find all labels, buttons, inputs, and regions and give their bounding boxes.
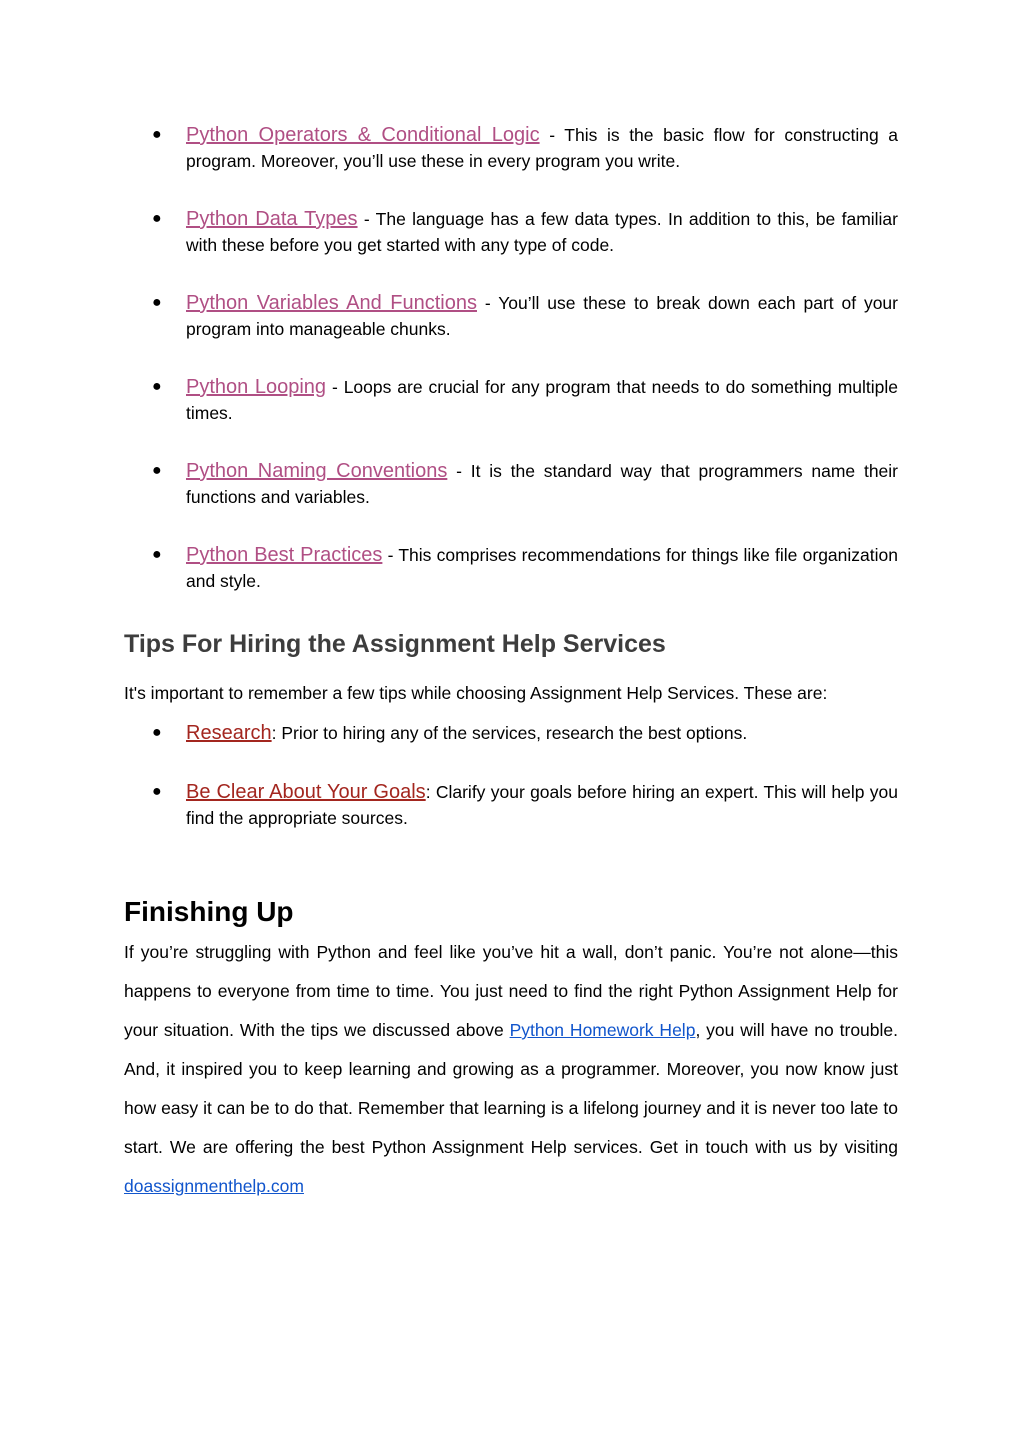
site-link[interactable]: doassignmenthelp.com — [124, 1176, 304, 1196]
list-item — [124, 779, 898, 839]
bullet-icon: ● — [152, 783, 162, 800]
topic-link-best-practices[interactable]: Python Best Practices — [186, 544, 383, 566]
tips-intro: It's important to remember a few tips while choosing Assignment Help Services. These are: — [124, 683, 828, 703]
bullet-icon: ● — [152, 724, 162, 741]
list-item — [124, 720, 898, 779]
list-item — [124, 374, 898, 458]
finishing-paragraph — [124, 933, 898, 1206]
topic-description: - This comprises recommendations for things like file organization and style. — [186, 545, 898, 591]
bullet-icon: ● — [152, 210, 162, 227]
topic-description: - The language has a few data types. In addition to this, be familiar with these before you get started with any type of code. — [186, 209, 898, 255]
topic-description: - Loops are crucial for any program that needs to do something multiple times. — [186, 377, 898, 423]
list-item — [124, 458, 898, 542]
tip-link-research[interactable]: Research — [186, 722, 272, 744]
list-item — [124, 122, 898, 206]
list-item — [124, 206, 898, 290]
list-item — [124, 290, 898, 374]
topic-link-variables-functions[interactable]: Python Variables And Functions — [186, 292, 477, 314]
tips-heading: Tips For Hiring the Assignment Help Services — [124, 630, 666, 658]
finishing-text-part2: , you will have no trouble. And, it inspired you to keep learning and growing as a programmer. Moreover, you now know just how easy it can be to do that. Remember that learning is a lifelong journey and it is never too late to start. We are offering the best Python Assignment Help services. Get in touch with us by visiting — [124, 1020, 898, 1157]
bullet-icon: ● — [152, 378, 162, 395]
tip-description: : Prior to hiring any of the services, research the best options. — [271, 723, 748, 743]
topic-description: - You’ll use these to break down each part of your program into manageable chunks. — [186, 293, 898, 339]
bullet-icon: ● — [152, 546, 162, 563]
topic-list — [124, 122, 898, 602]
topic-link-looping[interactable]: Python Looping — [186, 376, 327, 398]
finishing-heading: Finishing Up — [124, 896, 294, 927]
bullet-icon: ● — [152, 462, 162, 479]
tips-list — [124, 720, 898, 839]
tip-link-clear-goals[interactable]: Be Clear About Your Goals — [186, 781, 426, 803]
finishing-text-part1: If you’re struggling with Python and feel like you’ve hit a wall, don’t panic. You’re not alone—this happens to everyone from time to time. You just need to find the right Python Assignment Help for your situation. With the tips we discussed above — [124, 942, 898, 1040]
bullet-icon: ● — [152, 294, 162, 311]
topic-link-operators[interactable]: Python Operators & Conditional Logic — [186, 124, 540, 146]
topic-link-naming-conventions[interactable]: Python Naming Conventions — [186, 460, 448, 482]
topic-description: - It is the standard way that programmers name their functions and variables. — [186, 461, 898, 507]
topic-description: - This is the basic flow for constructing a program. Moreover, you’ll use these in every program you write. — [186, 125, 899, 171]
bullet-icon: ● — [152, 126, 162, 143]
tip-description: : Clarify your goals before hiring an expert. This will help you find the appropriate sources. — [186, 782, 898, 828]
topic-link-data-types[interactable]: Python Data Types — [186, 208, 358, 230]
list-item — [124, 542, 898, 602]
homework-help-link[interactable]: Python Homework Help — [509, 1020, 696, 1040]
